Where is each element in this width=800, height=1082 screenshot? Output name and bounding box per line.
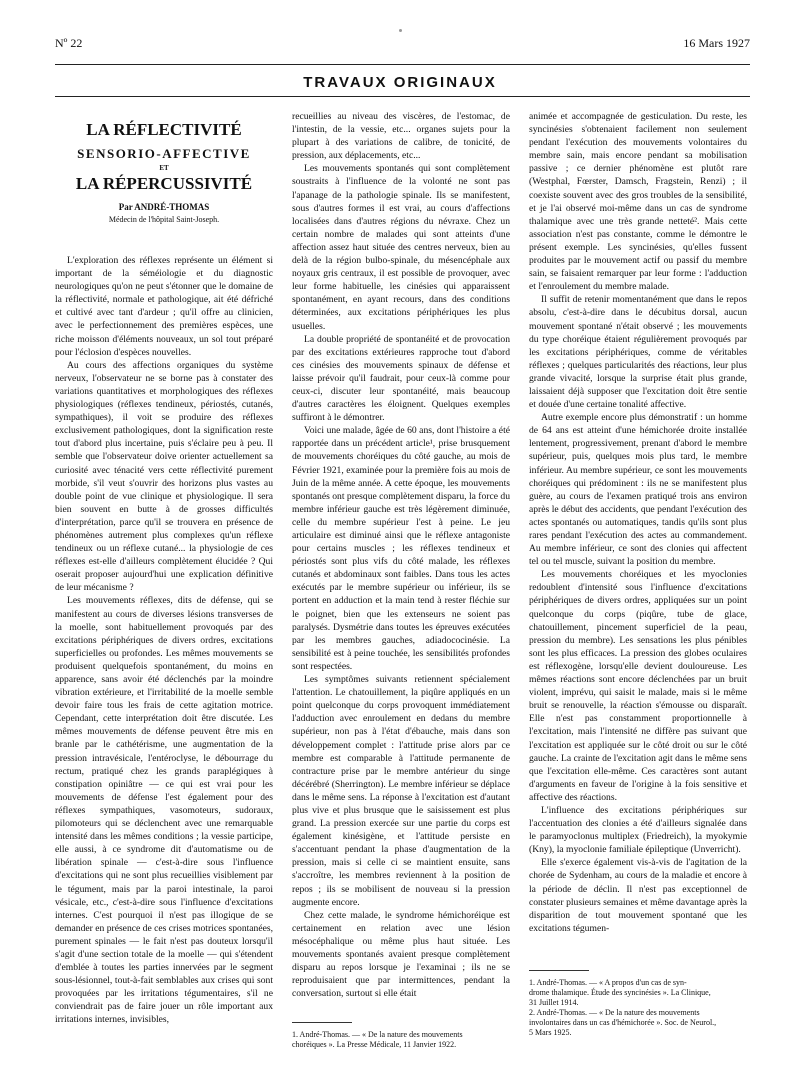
article-title-line-4: LA RÉPERCUSSIVITÉ <box>75 174 253 193</box>
section-title: TRAVAUX ORIGINAUX <box>303 74 497 91</box>
footnote-rule <box>529 970 589 971</box>
column-left <box>55 110 273 1072</box>
paragraph: Il suffit de retenir momentanément que dans le repos absolu, c'est-à-dire dans le décubitus dorsal, aucun mouvement spontané n'était observé ; les mouvements du type choréique étaient régulièrement provoqués par les excitations périphériques, comme de véritables réflexes ; quelques particularités des réactions, leur plus grande vivacité, lorsque la surprise était plus grande, laissaient déjà supposer que l'excitation doit être sentie et douée d'une certaine tonalité affective. <box>529 294 747 411</box>
column-right <box>529 110 747 1072</box>
paragraph: L'influence des excitations périphériques sur l'accentuation des clonies a été d'ailleurs signalée dans le paramyoclonus multiplex (Friedreich), la myokymie (Kny), la myoclonie familiale épileptique (Unverricht). <box>529 804 747 856</box>
paragraph: Les mouvements réflexes, dits de défense, qui se manifestent au cours de diverses lésions transverses de la moelle, sont habituellement provoqués par des excitations périphériques de divers ordres, excitations superficielles ou profondes. Les mêmes mouvements se produisent quelquefois spontanément, du moins en apparence, sans avoir été déclenchés par la moindre vibration extérieure, et l'irritabilité de la moelle semble devoir faire tous les frais de cette agitation motrice. Cependant, cette interprétation doit être discutée. Les mêmes mouvements de défense peuvent être mis en branle par le cathétérisme, une augmentation de la pression intravésicale, l'entéroclyse, le débourrage du rectum, pratiqué chez les grands paraplégiques à constipation opiniâtre — ce qui est vrai pour les mouvements de défense l'est également pour des réflexes sympathiques, vasomoteurs, sudoraux, pilomoteurs qui se déclenchent avec une remarquable intensité dans les mêmes conditions ; la vessie participe, elle aussi, à ce syndrome dit d'automatisme ou de libération spinale — c'est-à-dire sous l'influence d'excitations qui ne sont plus recueillies visiblement par le tégument, mais par la paroi intestinale, la paroi vésicale, etc., c'est-à-dire sous l'influence d'excitations internes. C'est pourquoi il n'est pas illogique de se demander en présence de ces crises motrices spontanées, purement spinales — le fait n'est pas douteux lorsqu'il s'agit d'une section totale de la moelle — qui s'étendent d'emblée à toutes les parties innervées par le segment sous-lésionnel, tout-à-fait semblables aux crises qui sont provoquées par les irritations tégumentaires, s'il ne conviendrait pas de faire jouer un rôle important aux irritations internes, invisibles, <box>55 595 273 1026</box>
footnote-line: 1. André-Thomas. — « De la nature des mouvements <box>292 1030 463 1039</box>
article-title-line-1: LA RÉFLECTIVITÉ <box>86 120 242 139</box>
issue-date: 16 Mars 1927 <box>683 36 750 50</box>
article-byline: Par ANDRÉ-THOMAS <box>118 202 210 212</box>
column-middle <box>292 110 510 1072</box>
column-left-text <box>55 254 273 1027</box>
header-rule-top <box>55 64 750 65</box>
footnote-line: choréiques ». La Presse Médicale, 11 Janvier 1922. <box>292 1040 457 1049</box>
footnotes-right <box>529 978 747 1040</box>
paragraph: recueillies au niveau des viscères, de l'estomac, de l'intestin, de la vessie, etc... organes sujets pour la plupart à des variations de calibre, de tonicité, de pression, aux déplacements, etc... <box>292 111 510 162</box>
article-affiliation: Médecin de l'hôpital Saint-Joseph. <box>108 215 220 224</box>
paragraph: Elle s'exerce également vis-à-vis de l'agitation de la chorée de Sydenham, au cours de la maladie et encore à la période de déclin. Il n'est pas exceptionnel de constater plusieurs semaines et même davantage après la disparition de tout mouvement spontané que les excitations tégumen- <box>529 857 747 934</box>
paragraph: Autre exemple encore plus démonstratif : un homme de 64 ans est atteint d'une hémichorée droite installée lentement, progressivement, prenant d'abord le membre supérieur, puis, quelques mois plus tard, le membre inférieur. Au membre supérieur, ce sont les mouvements choréiques qui prédominent : ils ne se manifestent plus guère, au cours de l'examen pratiqué trois ans environ après le début des accidents, que pendant l'exécution des actes spontanés ou automatiques, tandis qu'ils sont plus rares pendant l'exécution des actes au commandement. Au membre inférieur, ce sont des clonies qui affectent tel ou tel muscle, suivant la position du membre. <box>529 412 747 568</box>
article-title-line-2: SENSORIO-AFFECTIVE <box>77 146 251 161</box>
page-mark <box>399 29 402 32</box>
paragraph: L'exploration des réflexes représente un élément si important de la séméiologie et du diagnostic neurologiques qu'on ne peut s'étonner que le domaine de la réflectivité, normale et pathologique, ait été défriché et cultivé avec tant d'ardeur ; qu'il offre au clinicien, avec le perfectionnement des premières espèces, une riche moisson d'éléments nouveaux, un sol tout préparé pour l'éclosion d'espèces nouvelles. <box>55 255 273 358</box>
paragraph: Les mouvements spontanés qui sont complètement soustraits à l'influence de la volonté ne sont pas l'apanage de la pathologie spinale. Ils se manifestent, sous d'autres formes il est vrai, au cours d'affections localisées dans d'autres régions du névraxe. Chez un certain nombre de malades qui sont atteints d'une affection assez haut située des centres nerveux, bien au delà de la région bulbo-spinale, du mésencéphale aux noyaux gris centraux, il est possible de provoquer, avec leur forme habituelle, les cinésies qui apparaissent spontanément, en ayant recours, dans des conditions déterminées, aux excitations périphériques les plus usuelles. <box>292 163 510 332</box>
footnote-rule <box>292 1022 352 1023</box>
footnote-line: 1. André-Thomas. — « A propos d'un cas de syn- <box>529 978 687 987</box>
column-middle-text <box>292 110 510 1015</box>
footnote-line: involontaires dans un cas d'hémichorée ». Soc. de Neurol., <box>529 1018 717 1027</box>
paragraph: Voici une malade, âgée de 60 ans, dont l'histoire a été rapportée dans un précédent article¹, prise brusquement de mouvements choréiques du côté gauche, au mois de Février 1921, examinée pour la première fois au mois de Juin de la même année. A cette époque, les mouvements spontanés ont presque complètement disparu, la force du membre inférieur gauche est très légèrement diminuée, celle du membre supérieur l'est à peine. Le jeu articulaire est diminué ainsi que le réflexe antagoniste pour certains muscles ; les réflexes tendineux et périostés sont plus vifs du côté malade, les réflexes cutanés et abdominaux sont faibles. Dans tous les actes exécutés par le membre supérieur ou inférieur, ils se portent en adduction et la main tend à rester fléchie sur le poignet, bien que les extenseurs ne soient pas paralysés. Dysmétrie dans toutes les épreuves exécutées par les membres gauches, adiadococinésie. La sensibilité est à peine touchée, les sensibilités profondes sont respectées. <box>292 425 510 672</box>
footnote-line: 2. André-Thomas. — « De la nature des mouvements <box>529 1008 700 1017</box>
header-rule-bottom <box>55 96 750 97</box>
column-right-text <box>529 110 747 962</box>
footnote-line: drome thalamique. Étude des syncinésies ». La Clinique, <box>529 988 711 997</box>
article-title-line-3: ET <box>159 164 169 172</box>
paragraph: Les mouvements choréiques et les myoclonies redoublent d'intensité sous l'influence d'excitations périphériques de divers ordres, appliquées sur un point quelconque du corps (piqûre, tube de glace, chatouillement, pincement superficiel de la peau, pression du membre). Les sensations les plus pénibles sont les plus efficaces. La pression des globes oculaires est réflexogène, lorsqu'elle devient douloureuse. Les mêmes réactions sont encore déclenchées par un bruit violent, imprévu, qui saisit le malade, mais si le même bruit se renouvelle, la réaction s'émousse ou disparaît. Elle n'est pas constamment proportionnelle à l'excitation, mais l'intensité ne diffère pas suivant que l'excitation est appliquée sur le côté droit ou sur le côté gauche. La crainte de l'excitation agit dans le même sens que l'excitation elle-même. Ces caractères sont autant d'arguments en faveur de l'origine à la fois sensitive et affective des réactions. <box>529 569 747 803</box>
paragraph: Au cours des affections organiques du système nerveux, l'observateur ne se borne pas à constater des variations quantitatives et morphologiques des réflexes physiologiques (réflexes tendineux, périostés, cutanés, sympathiques), il voit se produire des réflexes exclusivement pathologiques, dont la signification reste tout d'abord plus incertaine, puis s'éclaire peu à peu. Il semble que l'observateur doive orienter actuellement sa curiosité avec ténacité vers cette réflectivité purement morbide, s'il veut s'ouvrir des horizons plus vastes au double point de vue clinique et physiologique. Il sera bien souvent en butte à de grosses difficultés d'interprétation, parce qu'il se trouvera en présence de phénomènes autrement plus complexes qu'un réflexe tendineux ou un réflexe cutané... la physiologie de ces réflexes est-elle d'ailleurs complètement élucidée ? Qui oserait proposer aujourd'hui une explication définitive de leur mécanisme ? <box>55 359 273 594</box>
paragraph: Chez cette malade, le syndrome hémichoréique est certainement en relation avec une lésion mésocéphalique ou même plus haut située. Les mouvements spontanés avaient presque complètement disparu au repos lorsque je l'examinai ; ils ne se reproduisaient que par intermittences, pendant la conversation, surtout si elle était <box>292 909 510 1000</box>
paragraph: animée et accompagnée de gesticulation. Du reste, les syncinésies s'obtenaient facilement non seulement pendant l'exécution des mouvements volontaires du membre sain, mais encore pendant sa mobilisation passive ; ce dernier phénomène est plutôt rare (Westphal, Fœrster, Damsch, Fragstein, Renzi) ; il coexiste souvent avec des gros troubles de la sensibilité, et je l'ai observé moi-même dans un cas de syndrome thalamique avec une très grande netteté². Mais cette association n'est pas constante, comme le démontre le présent exemple. Les syncinésies, qu'elles fussent produites par le mouvement actif ou passif du membre sain, se faisaient remarquer par leur forme : l'adduction et l'enroulement du membre malade. <box>529 111 747 293</box>
footnotes-middle <box>292 1030 510 1052</box>
issue-number: Nº 22 <box>55 36 83 50</box>
footnote-line: 5 Mars 1925. <box>529 1028 572 1037</box>
paragraph: La double propriété de spontanéité et de provocation par des excitations extérieures rapproche tout d'abord ces cinésies des mouvements spinaux de défense et laisse prévoir qu'il faudrait, pour ceux-là comme pour ceux-ci, discuter leur spontanéité, mais beaucoup d'autres caractères les éloignent. Quelques exemples suffiront à le démontrer. <box>292 333 510 424</box>
paragraph: Les symptômes suivants retiennent spécialement l'attention. Le chatouillement, la piqûre appliqués en un point quelconque du corps provoquent immédiatement l'adduction avec enroulement en dedans du membre supérieur, non pas à l'état d'ébauche, mais dans son développement complet : l'attitude prise alors par ce membre est comparable à l'attitude permanente de contracture prise par le membre antérieur du singe décérébré (Sherrington). Le membre inférieur se déplace dans le même sens. La réponse à l'excitation est d'autant plus vive et plus brusque que le saisissement est plus grand. La pression exercée sur une partie du corps est également kinésigène, et l'attitude persiste en s'accentuant pendant la phase d'augmentation de la pression, mais si celle ci se maintient ensuite, sans s'accroître, les membres reviennent à la position de repos ; ils se mobilisent de nouveau si la pression augmente encore. <box>292 674 510 908</box>
footnote-line: 31 Juillet 1914. <box>529 998 579 1007</box>
